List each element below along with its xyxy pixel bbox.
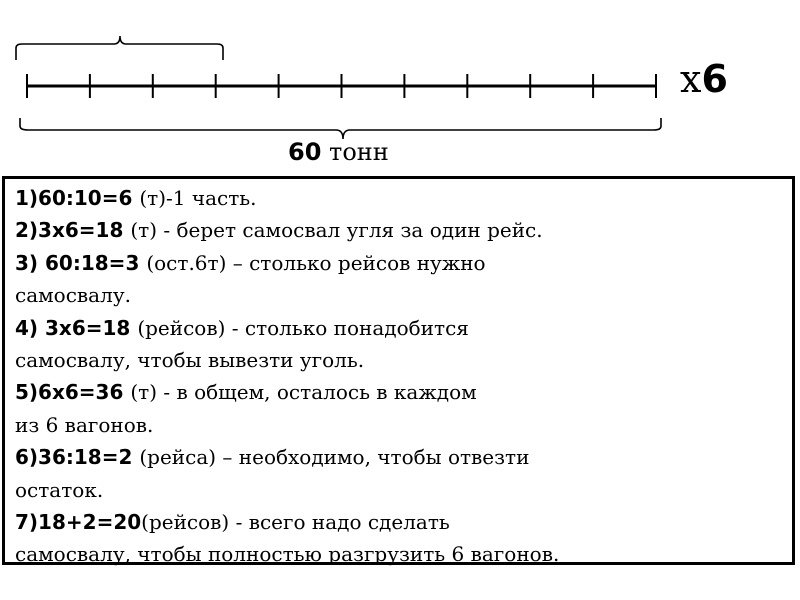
total-label	[288, 140, 389, 164]
step-calculation: 2)3х6=18	[15, 218, 131, 243]
total-brace	[20, 118, 661, 139]
step-explanation: (т) - в общем, осталось в каждом	[130, 380, 477, 405]
step-calculation: 4) 3х6=18	[15, 315, 138, 340]
step-explanation: (рейса) – необходимо, чтобы отвезти	[139, 445, 530, 470]
solution-line	[15, 214, 785, 246]
solution-line	[15, 409, 785, 441]
multiplier-value: 6	[701, 57, 728, 101]
solution-line	[15, 506, 785, 538]
part-brace	[16, 36, 223, 60]
step-calculation: 5)6х6=36	[15, 380, 131, 405]
step-explanation: самосвалу, чтобы вывезти уголь.	[15, 348, 365, 373]
solution-line	[15, 182, 785, 214]
multiplier-label	[680, 57, 728, 101]
step-explanation: самосвалу.	[15, 283, 131, 308]
total-unit: тонн	[321, 138, 389, 166]
total-value: 60	[288, 138, 322, 166]
solution-steps	[15, 182, 785, 571]
solution-line	[15, 376, 785, 408]
step-calculation: 1)60:10=6	[15, 186, 140, 210]
step-explanation: из 6 вагонов.	[15, 412, 154, 437]
solution-line	[15, 312, 785, 344]
step-explanation: (т) - берет самосвал угля за один рейс.	[130, 218, 543, 243]
solution-line	[15, 279, 785, 311]
step-calculation: 3) 60:18=3	[15, 250, 147, 275]
solution-line	[15, 247, 785, 279]
solution-line	[15, 538, 785, 570]
solution-line	[15, 344, 785, 376]
step-calculation: 7)18+2=20	[15, 510, 142, 535]
step-explanation: остаток.	[15, 477, 104, 502]
step-explanation: самосвалу, чтобы полностью разгрузить 6 вагонов.	[15, 542, 560, 567]
solution-line	[15, 441, 785, 473]
step-calculation: 6)36:18=2	[15, 445, 140, 470]
solution-box	[2, 176, 795, 565]
step-explanation: (т)-1 часть.	[139, 186, 257, 210]
step-explanation: (рейсов) - столько понадобится	[137, 315, 469, 340]
solution-line	[15, 474, 785, 506]
step-explanation: (ост.6т) – столько рейсов нужно	[146, 250, 486, 275]
multiplier-prefix: х	[680, 57, 702, 101]
step-explanation: (рейсов) - всего надо сделать	[141, 510, 450, 535]
